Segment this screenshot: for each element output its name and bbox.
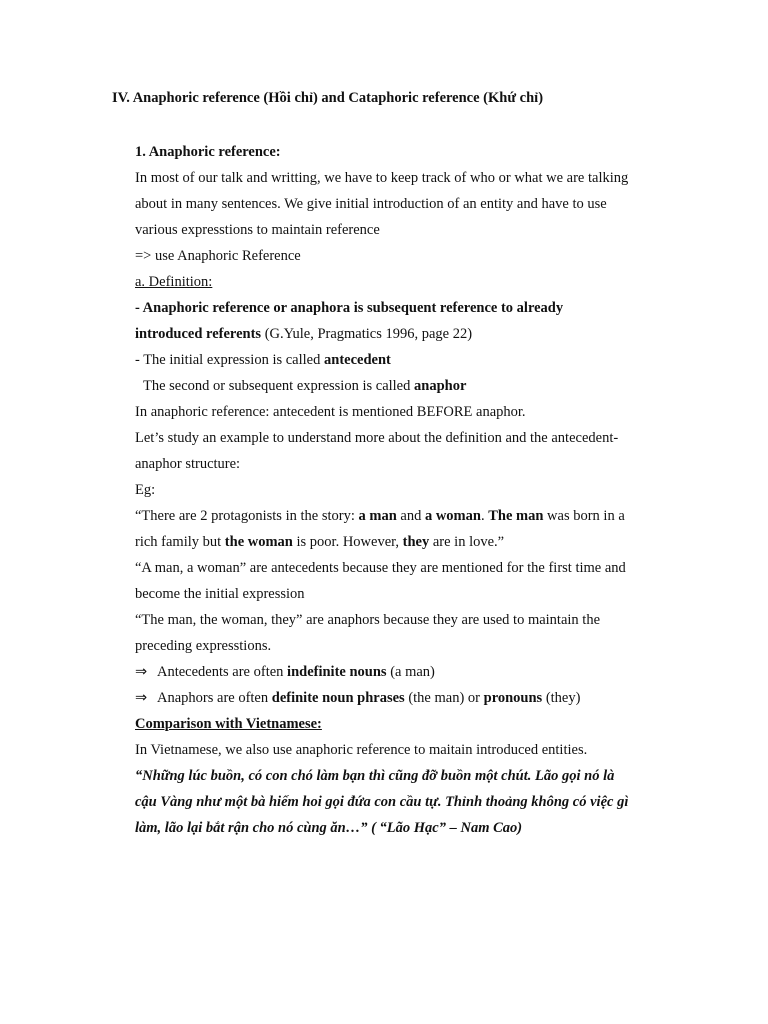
quote-text: rich family but <box>135 534 225 550</box>
conclusion-anaphors <box>135 685 655 711</box>
quote-bold-a-woman: a woman <box>424 508 481 524</box>
definition-label: a. Definition: <box>135 274 213 290</box>
conclusion-text: Anaphors are often <box>157 690 272 706</box>
anaphor-prefix: The second or subsequent expression is called <box>143 378 414 394</box>
conclusion-text: Antecedents are often <box>157 664 288 680</box>
section-heading: IV. Anaphoric reference (Hồi chỉ) and Cataphoric reference (Khứ chỉ) <box>112 90 544 106</box>
vietnamese-quote-line-3: làm, lão lại bắt rận cho nó cùng ăn…” ( “Lão Hạc” – Nam Cao) <box>135 820 523 836</box>
anaphor-explanation-2: preceding expresstions. <box>135 638 272 654</box>
conclusion-bold: definite noun phrases <box>271 690 405 706</box>
quote-text: is poor. However, <box>292 534 403 550</box>
implies-arrow-icon: ⇒ <box>135 664 148 680</box>
intro-line-1: In most of our talk and writting, we have to keep track of who or what we are talking <box>135 170 629 186</box>
quote-text: are in love.” <box>429 534 505 550</box>
example-quote-line-1 <box>135 503 655 529</box>
antecedent-line <box>135 347 655 373</box>
quote-bold-they: they <box>402 534 430 550</box>
comparison-title: Comparison with Vietnamese: <box>135 716 322 732</box>
quote-text: was born in a <box>543 508 625 524</box>
anaphor-explanation-1: “The man, the woman, they” are anaphors because they are used to maintain the <box>135 612 601 628</box>
definition-citation: (G.Yule, Pragmatics 1996, page 22) <box>261 326 473 342</box>
quote-bold-a-man: a man <box>358 508 397 524</box>
study-line-1: Let’s study an example to understand more about the definition and the antecedent- <box>135 430 619 446</box>
quote-bold-the-man: The man <box>488 508 544 524</box>
antecedent-prefix: - The initial expression is called <box>135 352 324 368</box>
intro-line-3: various expresstions to maintain reference <box>135 222 380 238</box>
definition-line-2 <box>135 321 655 347</box>
intro-line-4: => use Anaphoric Reference <box>135 248 301 264</box>
quote-text: and <box>396 508 425 524</box>
antecedent-explanation-2: become the initial expression <box>135 586 305 602</box>
conclusion-text: (the man) or <box>404 690 484 706</box>
quote-text: . <box>480 508 489 524</box>
document-body <box>135 139 655 841</box>
antecedent-term: antecedent <box>324 352 391 368</box>
antecedent-explanation-1: “A man, a woman” are antecedents because they are mentioned for the first time and <box>135 560 626 576</box>
study-line-2: anaphor structure: <box>135 456 241 472</box>
order-note: In anaphoric reference: antecedent is mentioned BEFORE anaphor. <box>135 404 526 420</box>
quote-text: “There are 2 protagonists in the story: <box>135 508 359 524</box>
anaphor-line <box>135 373 655 399</box>
quote-bold-the-woman: the woman <box>224 534 293 550</box>
example-quote-line-2 <box>135 529 655 555</box>
conclusion-text: (they) <box>542 690 581 706</box>
anaphor-term: anaphor <box>414 378 467 394</box>
definition-line-2-bold: introduced referents <box>135 326 262 342</box>
implies-arrow-icon: ⇒ <box>135 690 148 706</box>
subsection-title: 1. Anaphoric reference: <box>135 144 281 160</box>
definition-line-1: - Anaphoric reference or anaphora is subsequent reference to already <box>135 300 564 316</box>
vietnamese-quote-line-1: “Những lúc buồn, có con chó làm bạn thì cũng đỡ buồn một chút. Lão gọi nó là <box>135 768 615 784</box>
conclusion-text: (a man) <box>386 664 435 680</box>
conclusion-antecedents <box>135 659 655 685</box>
comparison-text: In Vietnamese, we also use anaphoric reference to maitain introduced entities. <box>135 742 588 758</box>
intro-line-2: about in many sentences. We give initial introduction of an entity and have to use <box>135 196 607 212</box>
conclusion-bold: pronouns <box>483 690 543 706</box>
vietnamese-quote-line-2: cậu Vàng như một bà hiếm hoi gọi đứa con cầu tự. Thỉnh thoảng không có việc gì <box>135 794 629 810</box>
example-label: Eg: <box>135 482 156 498</box>
conclusion-bold: indefinite nouns <box>287 664 387 680</box>
